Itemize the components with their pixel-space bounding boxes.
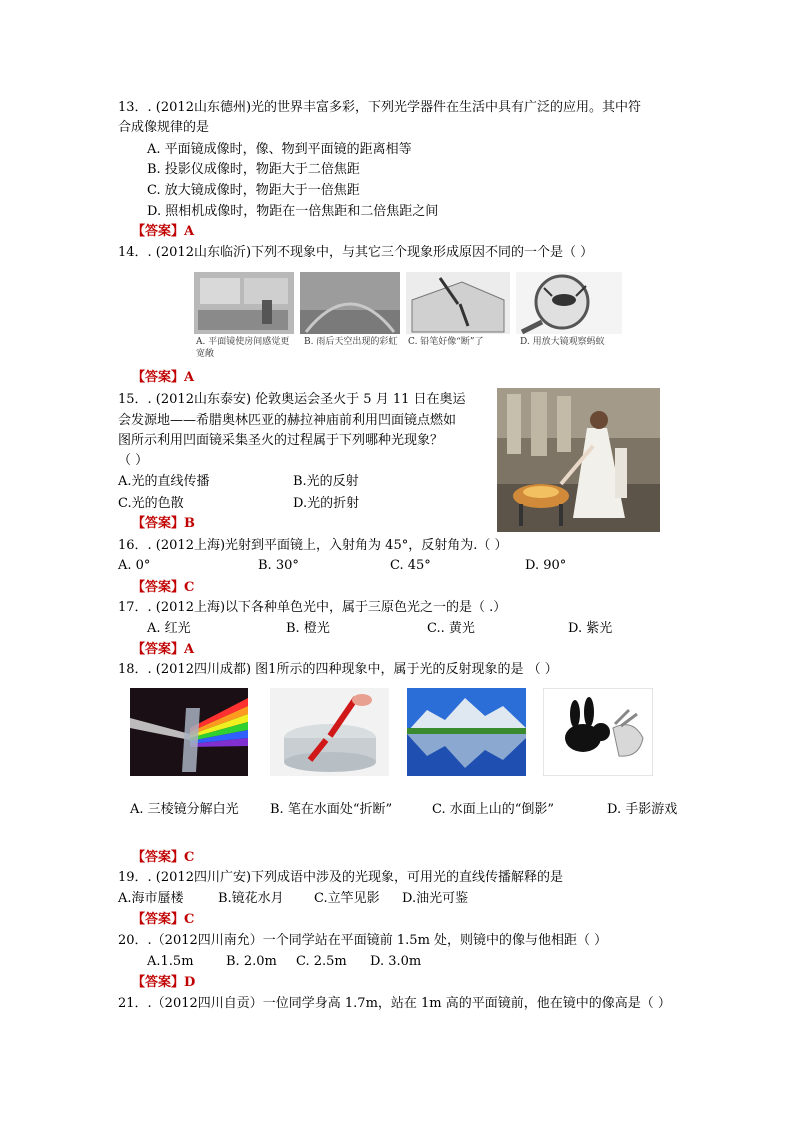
q19-answer: 【答案】C — [132, 912, 195, 927]
q15-option-a: A.光的直线传播 — [118, 474, 210, 489]
q20-stem: 20．.（2012四川南允）一个同学站在平面镜前 1.5m 处，则镜中的像与他相距（ ） — [118, 933, 608, 948]
q15-stem-line1: 15．. (2012山东泰安) 伦敦奥运会圣火于 5 月 11 日在奥运 — [118, 392, 466, 407]
q18-option-c: C. 水面上山的“倒影” — [432, 802, 555, 817]
q16-stem: 16．. (2012上海)光射到平面镜上，入射角为 45°，反射角为.（ ） — [118, 538, 508, 553]
q18-answer: 【答案】C — [132, 850, 195, 865]
q18-stem: 18．. (2012四川成都) 图1所示的四种现象中，属于光的反射现象的是 （ ） — [118, 662, 558, 677]
q16-option-d: D. 90° — [525, 558, 567, 573]
q16-option-b: B. 30° — [258, 558, 299, 573]
q15-answer: 【答案】B — [132, 516, 195, 531]
q15-option-c: C.光的色散 — [118, 496, 184, 511]
q15-option-d: D.光的折射 — [293, 496, 360, 511]
q18-option-a: A. 三棱镜分解白光 — [130, 802, 239, 817]
q14-answer: 【答案】A — [132, 370, 195, 385]
q16-option-c: C. 45° — [390, 558, 431, 573]
q17-option-b: B. 橙光 — [286, 621, 330, 636]
q19-option-b: B.镜花水月 — [218, 891, 284, 906]
q20-option-d: D. 3.0m — [370, 954, 422, 969]
q13-option-a: A. 平面镜成像时，像、物到平面镜的距离相等 — [147, 142, 412, 157]
q14-stem: 14．. (2012山东临沂)下列不现象中，与其它三个现象形成原因不同的一个是（ ） — [118, 245, 594, 260]
q19-option-d: D.油光可鉴 — [402, 891, 469, 906]
q17-option-c: C.. 黄光 — [427, 621, 475, 636]
q13-option-b: B. 投影仪成像时，物距大于二倍焦距 — [147, 162, 360, 177]
q20-option-c: C. 2.5m — [296, 954, 347, 969]
q20-option-a: A.1.5m — [147, 954, 194, 969]
q20-option-b: B. 2.0m — [226, 954, 277, 969]
q15-stem-line3: 图所示利用凹面镜采集圣火的过程属于下列哪种光现象？ — [118, 433, 444, 448]
q21-stem: 21．.（2012四川自贡）一位同学身高 1.7m，站在 1m 高的平面镜前，他在镜中的像高是（ ） — [118, 996, 671, 1011]
q18-option-b: B. 笔在水面处“折断” — [270, 802, 393, 817]
q13-option-c: C. 放大镜成像时，物距大于一倍焦距 — [147, 183, 360, 198]
q14-figure-strip — [192, 270, 624, 360]
q14-caption-c: C. 铅笔好像“断”了 — [408, 337, 484, 347]
q16-answer: 【答案】C — [132, 580, 195, 595]
q17-option-a: A. 红光 — [147, 621, 191, 636]
q16-option-a: A. 0° — [118, 558, 151, 573]
q13-option-d: D. 照相机成像时，物距在一倍焦距和二倍焦距之间 — [147, 204, 439, 219]
q14-caption-a: A. 平面镜使房间感觉更宽敞 — [196, 337, 290, 359]
q17-option-d: D. 紫光 — [568, 621, 613, 636]
q18-pencil-water-photo — [270, 688, 389, 776]
q13-stem-line1: 13．. (2012山东德州)光的世界丰富多彩，下列光学器件在生活中具有广泛的应用。其中符 — [118, 100, 642, 115]
q14-caption-d: D. 用放大镜观察蚂蚁 — [520, 337, 605, 347]
q14-caption-b: B. 雨后天空出现的彩虹 — [304, 337, 398, 347]
q18-prism-photo — [130, 688, 248, 776]
q20-answer: 【答案】D — [132, 975, 196, 990]
q18-hand-shadow-photo — [543, 688, 653, 776]
q19-stem: 19．. (2012四川广安)下列成语中涉及的光现象，可用光的直线传播解释的是 — [118, 870, 564, 885]
q15-option-b: B.光的反射 — [293, 474, 359, 489]
q15-stem-line2: 会发源地——希腊奥林匹亚的赫拉神庙前利用凹面镜点燃如 — [118, 413, 457, 428]
q18-mountain-reflection-photo — [407, 688, 526, 776]
q19-option-a: A.海市蜃楼 — [118, 891, 184, 906]
q18-option-d: D. 手影游戏 — [607, 802, 678, 817]
q15-olympic-flame-photo — [497, 388, 660, 532]
q15-paren: （ ） — [118, 453, 149, 468]
q17-stem: 17．. (2012上海)以下各种单色光中，属于三原色光之一的是（ .） — [118, 600, 507, 615]
q13-answer: 【答案】A — [132, 224, 195, 239]
q13-stem-line2: 合成像规律的是 — [118, 120, 210, 135]
q19-option-c: C.立竿见影 — [314, 891, 380, 906]
q17-answer: 【答案】A — [132, 642, 195, 657]
